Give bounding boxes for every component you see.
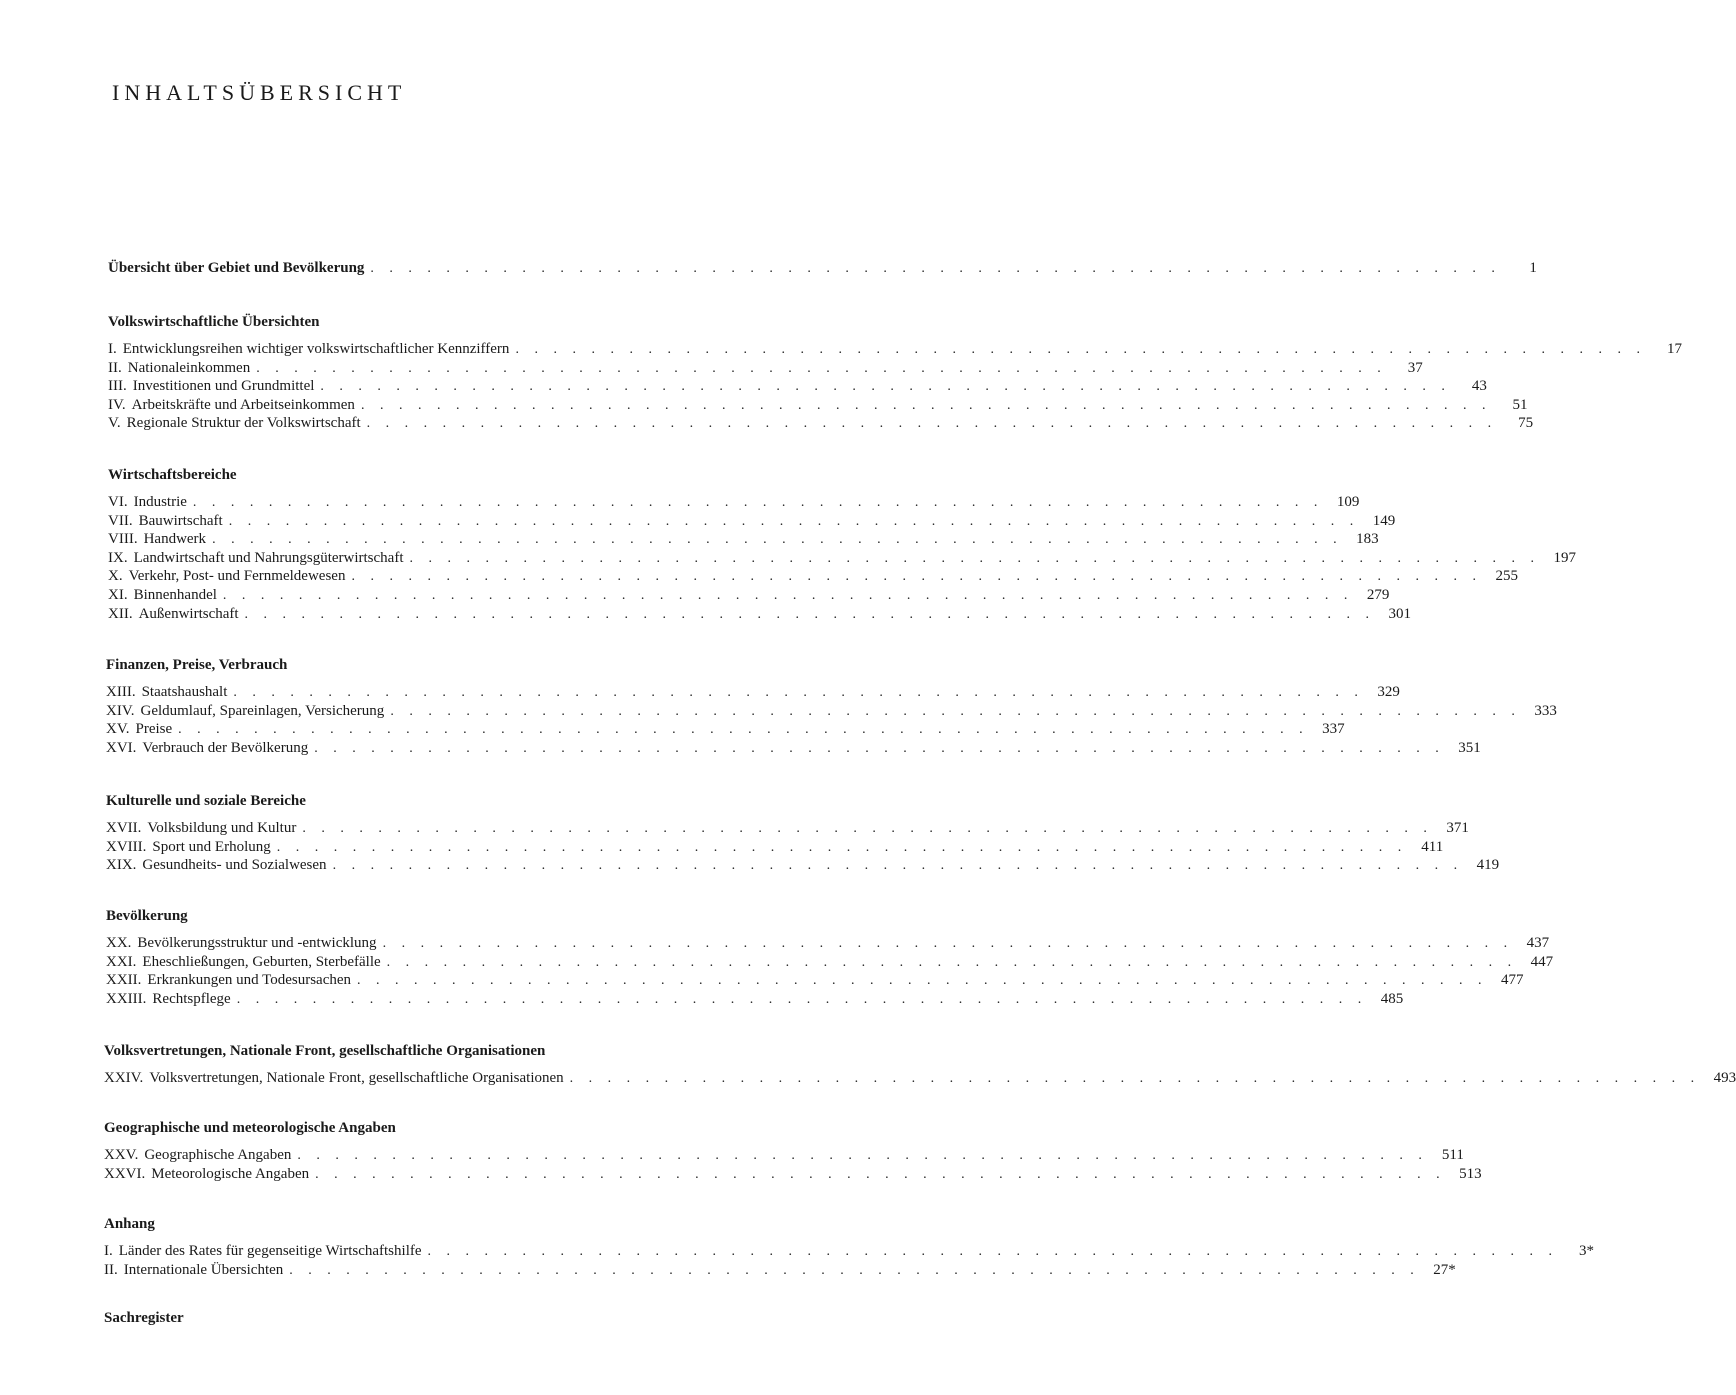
- toc-entry-number: XX.: [106, 935, 132, 951]
- toc-entry[interactable]: [104, 1242, 1595, 1260]
- toc-dot-leader: . . . . . . . . . . . . . . . . . . . . . . . . . . . . . . . . . . . . . . . . . . . . . . . . . . . . . . . . . . . .: [409, 550, 1540, 566]
- toc-entry-page: 3*: [1579, 1243, 1595, 1259]
- toc-entry-label: Bevölkerungsstruktur und -entwicklung: [137, 935, 377, 951]
- toc-final-entry[interactable]: Sachregister: [104, 1310, 184, 1326]
- toc-entry-page: 329: [1377, 684, 1400, 700]
- toc-entry-number: III.: [108, 378, 127, 395]
- toc-entry-label: Binnenhandel: [133, 587, 217, 603]
- toc-entry-number: XXIII.: [106, 990, 147, 1007]
- toc-entry-label: Investitionen und Grundmittel: [132, 378, 315, 395]
- toc-entry-label: Meteorologische Angaben: [151, 1165, 310, 1182]
- toc-entry-number: II.: [104, 1261, 118, 1278]
- toc-entry-number: XII.: [108, 605, 133, 622]
- toc-entry[interactable]: [104, 1261, 1456, 1279]
- toc-dot-leader: . . . . . . . . . . . . . . . . . . . . . . . . . . . . . . . . . . . . . . . . . . . . . . . . . . . . . . . . . . . .: [390, 703, 1521, 719]
- toc-entry-label: Erkrankungen und Todesursachen: [147, 972, 352, 989]
- toc-dot-leader: . . . . . . . . . . . . . . . . . . . . . . . . . . . . . . . . . . . . . . . . . . . . . . . . . . . . . . . . . . . .: [178, 722, 1309, 738]
- toc-entry[interactable]: [106, 990, 1404, 1008]
- toc-entry[interactable]: [108, 340, 1682, 358]
- toc-entry-page: 27*: [1433, 1261, 1456, 1278]
- toc-entry-label: Regionale Struktur der Volkswirtschaft: [126, 415, 361, 432]
- toc-entry-label: Geldumlauf, Spareinlagen, Versicherung: [140, 702, 385, 719]
- toc-entry-number: XIII.: [106, 684, 136, 700]
- toc-entry-number: XIV.: [106, 702, 135, 719]
- toc-entry-label: Verbrauch der Bevölkerung: [142, 739, 309, 756]
- toc-dot-leader: . . . . . . . . . . . . . . . . . . . . . . . . . . . . . . . . . . . . . . . . . . . . . . . . . . . . . . . . . . . .: [276, 839, 1408, 855]
- toc-entry-page: 513: [1459, 1165, 1482, 1182]
- toc-entry-page: 447: [1530, 953, 1554, 970]
- toc-entry[interactable]: [104, 1146, 1464, 1164]
- toc-entry-number: VIII.: [108, 531, 138, 548]
- toc-entry-number: XXI.: [106, 953, 137, 970]
- toc-entry[interactable]: [104, 1165, 1482, 1183]
- toc-dot-leader: . . . . . . . . . . . . . . . . . . . . . . . . . . . . . . . . . . . . . . . . . . . . . . . . . . . . . . . . . . . .: [515, 342, 1646, 357]
- toc-entry-page: 149: [1372, 512, 1396, 529]
- toc-entry[interactable]: [108, 396, 1528, 414]
- toc-entry-page: 511: [1441, 1147, 1464, 1163]
- toc-entry[interactable]: [108, 605, 1412, 623]
- toc-section-heading: Anhang: [104, 1216, 155, 1232]
- toc-entry-label: Sport und Erholung: [152, 838, 271, 855]
- toc-entry[interactable]: [106, 819, 1469, 837]
- toc-entry-page: 437: [1526, 935, 1550, 951]
- toc-entry-label: Handwerk: [143, 531, 207, 548]
- toc-entry-label: Geographische Angaben: [144, 1147, 292, 1163]
- toc-entry-label: Industrie: [133, 494, 187, 510]
- toc-entry-number: XI.: [108, 587, 128, 603]
- toc-entry-number: I.: [108, 341, 117, 357]
- toc-entry-number: VI.: [108, 494, 128, 510]
- toc-entry-number: IV.: [108, 396, 126, 413]
- toc-entry-number: II.: [108, 359, 122, 376]
- toc-dot-leader: . . . . . . . . . . . . . . . . . . . . . . . . . . . . . . . . . . . . . . . . . . . . . . . . . . . . . . . . . . . .: [320, 379, 1451, 395]
- toc-entry[interactable]: [106, 856, 1500, 874]
- toc-dot-leader: . . . . . . . . . . . . . . . . . . . . . . . . . . . . . . . . . . . . . . . . . . . . . . . . . . . . . . . . . . . .: [315, 1166, 1446, 1182]
- toc-entry[interactable]: [108, 359, 1423, 377]
- toc-section-heading: Finanzen, Preise, Verbrauch: [106, 657, 288, 673]
- toc-entry-label: Verkehr, Post- und Fernmeldewesen: [128, 568, 346, 585]
- toc-entry-number: XVII.: [106, 820, 142, 836]
- toc-section-heading: Geographische und meteorologische Angaben: [104, 1120, 396, 1136]
- toc-entry-number: I.: [104, 1243, 113, 1259]
- toc-dot-leader: . . . . . . . . . . . . . . . . . . . . . . . . . . . . . . . . . . . . . . . . . . . . . . . . . . . . . . . . . . . .: [236, 991, 1368, 1007]
- toc-entry-label: Nationaleinkommen: [127, 359, 251, 376]
- toc-entry-label: Bauwirtschaft: [138, 512, 223, 529]
- toc-entry-page: 279: [1366, 587, 1390, 603]
- toc-entry-page: 17: [1666, 341, 1682, 357]
- toc-dot-leader: . . . . . . . . . . . . . . . . . . . . . . . . . . . . . . . . . . . . . . . . . . . . . . . . . . . . . . . . . . . .: [382, 936, 1514, 951]
- page-title: INHALTSÜBERSICHT: [112, 80, 407, 105]
- toc-entry[interactable]: [106, 683, 1400, 701]
- toc-entry-page: 43: [1471, 378, 1487, 395]
- toc-entry-label: Staatshaushalt: [141, 684, 228, 700]
- toc-dot-leader: . . . . . . . . . . . . . . . . . . . . . . . . . . . . . . . . . . . . . . . . . . . . . . . . . . . . . . . . . . . .: [244, 606, 1376, 622]
- toc-entry-label: Gesundheits- und Sozialwesen: [142, 857, 327, 874]
- toc-entry[interactable]: [106, 838, 1444, 856]
- toc-dot-leader: . . . . . . . . . . . . . . . . . . . . . . . . . . . . . . . . . . . . . . . . . . . . . . . . . . . . . . . . . . . .: [233, 685, 1364, 700]
- toc-entry-page: 183: [1356, 531, 1379, 548]
- toc-entry-label: Rechtspflege: [152, 990, 231, 1007]
- toc-entry-page: 351: [1458, 739, 1481, 756]
- toc-dot-leader: . . . . . . . . . . . . . . . . . . . . . . . . . . . . . . . . . . . . . . . . . . . . . . . . . . . . . . . . . . . .: [297, 1148, 1428, 1163]
- toc-entry-number: XVI.: [106, 739, 137, 756]
- toc-entry-label: Preise: [135, 721, 173, 738]
- toc-entry-number: XXV.: [104, 1147, 139, 1163]
- toc-overview-entry[interactable]: [108, 259, 1537, 277]
- toc-entry-number: XXIV.: [104, 1070, 144, 1086]
- toc-dot-leader: . . . . . . . . . . . . . . . . . . . . . . . . . . . . . . . . . . . . . . . . . . . . . . . . . . . . . . . . . . . .: [357, 973, 1488, 989]
- toc-entry-page: 493: [1713, 1070, 1736, 1086]
- toc-dot-leader: . . . . . . . . . . . . . . . . . . . . . . . . . . . . . . . . . . . . . . . . . . . . . . . . . . . . . . . . . . . .: [427, 1244, 1559, 1259]
- toc-entry-page: 337: [1322, 721, 1345, 738]
- toc-section-heading: Bevölkerung: [106, 908, 188, 924]
- toc-entry-page: 75: [1518, 415, 1534, 432]
- toc-entry-page: 477: [1501, 972, 1524, 989]
- toc-entry-page: 419: [1476, 857, 1500, 874]
- toc-entry[interactable]: [106, 934, 1550, 952]
- toc-entry-label: Entwicklungsreihen wichtiger volkswirtschaftlicher Kennziffern: [122, 341, 510, 357]
- toc-dot-leader: . . . . . . . . . . . . . . . . . . . . . . . . . . . . . . . . . . . . . . . . . . . . . . . . . . . . . . . . . . . .: [302, 821, 1433, 836]
- toc-entry[interactable]: [108, 586, 1390, 604]
- toc-dot-leader: . . . . . . . . . . . . . . . . . . . . . . . . . . . . . . . . . . . . . . . . . . . . . . . . . . . . . . . . . . . .: [256, 360, 1387, 376]
- toc-entry-number: XXII.: [106, 972, 142, 989]
- toc-entry-page: 485: [1380, 990, 1404, 1007]
- toc-entry-label: Übersicht über Gebiet und Bevölkerung: [108, 260, 365, 276]
- toc-dot-leader: . . . . . . . . . . . . . . . . . . . . . . . . . . . . . . . . . . . . . . . . . . . . . . . . . . . . . . . . . . . .: [212, 532, 1343, 548]
- toc-entry-number: X.: [108, 568, 123, 585]
- toc-entry-page: 371: [1446, 820, 1469, 836]
- toc-entry[interactable]: [106, 739, 1481, 757]
- toc-entry-label: Internationale Übersichten: [123, 1261, 284, 1278]
- toc-entry-page: 51: [1512, 396, 1528, 413]
- toc-entry[interactable]: [106, 971, 1524, 989]
- toc-entry-page: 37: [1407, 359, 1423, 376]
- toc-section-heading: Volksvertretungen, Nationale Front, gesellschaftliche Organisationen: [104, 1043, 546, 1059]
- toc-entry-page: 333: [1534, 702, 1557, 719]
- toc-entry[interactable]: [108, 512, 1396, 530]
- toc-entry[interactable]: [106, 720, 1345, 738]
- toc-entry-label: Landwirtschaft und Nahrungsgüterwirtschaft: [133, 549, 404, 566]
- toc-dot-leader: . . . . . . . . . . . . . . . . . . . . . . . . . . . . . . . . . . . . . . . . . . . . . . . . . . . . . . . . . . . .: [289, 1262, 1420, 1278]
- toc-dot-leader: . . . . . . . . . . . . . . . . . . . . . . . . . . . . . . . . . . . . . . . . . . . . . . . . . . . . . . . . . . . .: [228, 513, 1360, 529]
- toc-entry-page: 301: [1388, 605, 1412, 622]
- toc-entry[interactable]: [106, 702, 1557, 720]
- toc-entry[interactable]: [108, 414, 1534, 432]
- toc-dot-leader: . . . . . . . . . . . . . . . . . . . . . . . . . . . . . . . . . . . . . . . . . . . . . . . . . . . . . . . . . . . .: [366, 416, 1498, 432]
- toc-entry[interactable]: [104, 1069, 1736, 1087]
- toc-entry[interactable]: [106, 953, 1554, 971]
- toc-entry-label: Arbeitskräfte und Arbeitseinkommen: [131, 396, 355, 413]
- toc-dot-leader: . . . . . . . . . . . . . . . . . . . . . . . . . . . . . . . . . . . . . . . . . . . . . . . . . . . . . . . . . . . .: [192, 495, 1324, 510]
- toc-entry[interactable]: [108, 377, 1487, 395]
- toc-entry-label: Volksbildung und Kultur: [147, 820, 297, 836]
- toc-dot-leader: . . . . . . . . . . . . . . . . . . . . . . . . . . . . . . . . . . . . . . . . . . . . . . . . . . . . . . . . . . . .: [360, 397, 1492, 413]
- toc-section-heading: Kulturelle und soziale Bereiche: [106, 793, 306, 809]
- toc-dot-leader: . . . . . . . . . . . . . . . . . . . . . . . . . . . . . . . . . . . . . . . . . . . . . . . . . . . . . . . . . . . .: [370, 261, 1501, 276]
- toc-entry-label: Volksvertretungen, Nationale Front, gesellschaftliche Organisationen: [149, 1070, 564, 1086]
- toc-section-heading: Volkswirtschaftliche Übersichten: [108, 314, 320, 330]
- toc-dot-leader: . . . . . . . . . . . . . . . . . . . . . . . . . . . . . . . . . . . . . . . . . . . . . . . . . . . . . . . . . . . .: [569, 1071, 1701, 1086]
- toc-entry-number: V.: [108, 415, 121, 432]
- toc-entry-label: Eheschließungen, Geburten, Sterbefälle: [142, 953, 381, 970]
- toc-entry[interactable]: [108, 530, 1379, 548]
- toc-dot-leader: . . . . . . . . . . . . . . . . . . . . . . . . . . . . . . . . . . . . . . . . . . . . . . . . . . . . . . . . . . . .: [314, 740, 1445, 756]
- toc-entry-page: 411: [1421, 838, 1444, 855]
- toc-entry[interactable]: [108, 493, 1360, 511]
- toc-entry-number: XVIII.: [106, 838, 147, 855]
- toc-entry-page: 255: [1495, 568, 1518, 585]
- toc-dot-leader: . . . . . . . . . . . . . . . . . . . . . . . . . . . . . . . . . . . . . . . . . . . . . . . . . . . . . . . . . . . .: [351, 569, 1482, 585]
- toc-entry[interactable]: [108, 549, 1576, 567]
- toc-dot-leader: . . . . . . . . . . . . . . . . . . . . . . . . . . . . . . . . . . . . . . . . . . . . . . . . . . . . . . . . . . . .: [386, 954, 1518, 970]
- toc-entry-number: XXVI.: [104, 1165, 146, 1182]
- toc-entry[interactable]: [108, 567, 1518, 585]
- toc-entry-label: Länder des Rates für gegenseitige Wirtschaftshilfe: [118, 1243, 422, 1259]
- toc-entry-label: Außenwirtschaft: [138, 605, 239, 622]
- toc-entry-number: IX.: [108, 549, 128, 566]
- toc-entry-page: 1: [1529, 260, 1537, 276]
- toc-dot-leader: . . . . . . . . . . . . . . . . . . . . . . . . . . . . . . . . . . . . . . . . . . . . . . . . . . . . . . . . . . . .: [222, 588, 1354, 603]
- toc-dot-leader: . . . . . . . . . . . . . . . . . . . . . . . . . . . . . . . . . . . . . . . . . . . . . . . . . . . . . . . . . . . .: [332, 858, 1464, 874]
- toc-entry-number: XV.: [106, 721, 130, 738]
- toc-entry-number: VII.: [108, 512, 133, 529]
- toc-entry-number: XIX.: [106, 857, 137, 874]
- toc-entry-page: 109: [1336, 494, 1360, 510]
- toc-section-heading: Wirtschaftsbereiche: [108, 467, 237, 483]
- toc-entry-page: 197: [1553, 549, 1576, 566]
